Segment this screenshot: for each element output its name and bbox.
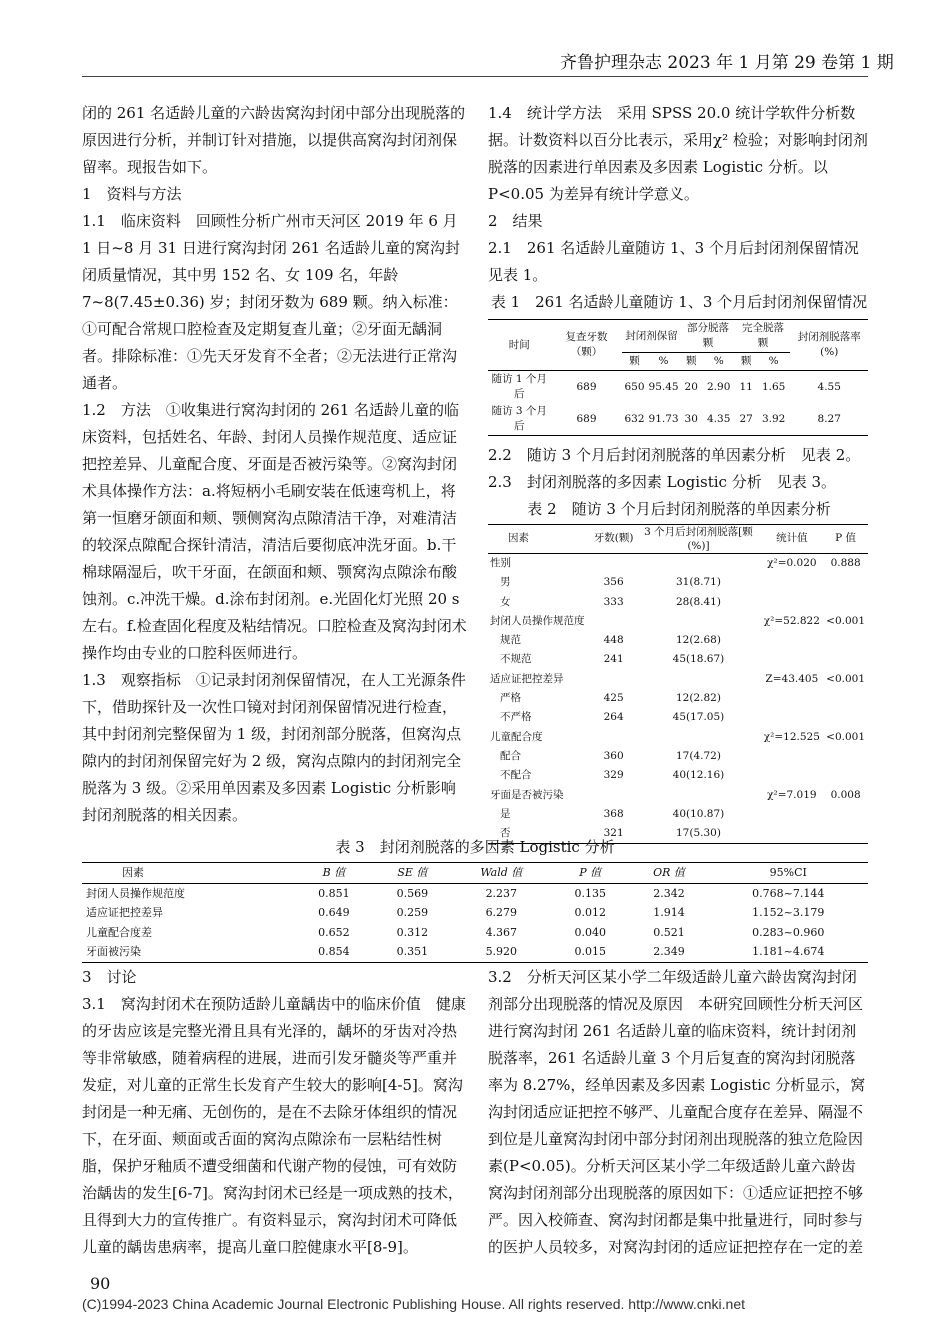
- table-row: [488, 766, 868, 785]
- t1-header-rate: 封闭剂脱落率(%): [790, 320, 868, 371]
- right-column: [488, 100, 874, 844]
- paragraph-discussion-3-2: 3.2 分析天河区某小学二年级适龄儿童六龄齿窝沟封闭剂部分出现脱落的情况及原因 本研究回顾性分析天河区进行窝沟封闭 261 名适龄儿童的临床资料，统计封闭剂脱落率，261 名适龄儿童 3 个月后复查的窝沟封闭脱落率为 8.27%，经单因素及多因素 Logistic 分析显示，窝沟封闭适应证把控不够严、儿童配合度存在差异、隔湿不到位是儿童窝沟封闭中部分封闭剂出现脱落的独立危险因素(P<0.05)。分析天河区某小学二年级适龄儿童六龄齿窝沟封闭剂部分出现脱落的原因如下：①适应证把控不够严。因入校筛查、窝沟封闭都是集中批量进行，同时参与的医护人员较多，对窝沟封闭的适应证把控存在一定的差: [488, 968, 866, 1256]
- table-row: [488, 747, 868, 766]
- t3-header: 因素: [82, 863, 295, 884]
- table-row: [488, 650, 868, 669]
- t1-sub-pct: %: [702, 353, 736, 371]
- t2-header-stat: 统计值: [760, 525, 823, 554]
- t2-stat: χ²=12.525: [763, 730, 820, 743]
- t1-sub-pct: %: [757, 353, 791, 371]
- t2-teeth: 321: [591, 824, 637, 844]
- table-row: [488, 631, 868, 650]
- table-row: [82, 883, 868, 903]
- t1-sub-n: 颗: [681, 353, 702, 371]
- t2-group-name: 封闭人员操作规范度: [490, 614, 585, 627]
- t2-drop: 12(2.68): [676, 634, 721, 647]
- t1-cell: 27: [736, 403, 757, 436]
- t1-cell: 11: [739, 380, 753, 393]
- paragraph-observation: 1.3 观察指标 ①记录封闭剂保留情况，在人工光源条件下，借助探针及一次性口镜对封闭剂保留情况进行检查，其中封闭剂完整保留为 1 级，封闭剂部分脱落，但窝沟点隙内的封闭剂保留完好为 2 级，窝沟点隙内的封闭剂完全脱落为 3 级。②采用单因素及多因素 Logistic 分析影响封闭剂脱落的相关因素。: [82, 671, 466, 824]
- t2-stat: χ²=7.019: [767, 788, 817, 801]
- table2-caption: 表 2 随访 3 个月后封闭剂脱落的单因素分析: [527, 500, 831, 518]
- table-row: [488, 593, 868, 612]
- t2-level: 女: [500, 595, 511, 608]
- t2-teeth: 329: [603, 769, 624, 782]
- table-row: [488, 805, 868, 824]
- t2-level: 不配合: [500, 769, 532, 782]
- t2-body: [488, 554, 868, 844]
- t1-cell: 689: [551, 403, 623, 436]
- paragraph-results-2-3: 2.3 封闭剂脱落的多因素 Logistic 分析 见表 3。: [488, 473, 837, 491]
- t2-teeth: 368: [603, 807, 624, 820]
- t2-group-name: 性别: [490, 557, 511, 569]
- t1-cell: 650: [624, 380, 645, 393]
- t2-header-p: P 值: [823, 525, 868, 554]
- paragraph-intro: 闭的 261 名适龄儿童的六龄齿窝沟封闭中部分出现脱落的原因进行分析，并制订针对措施，以提供高窝沟封闭剂保留率。现报告如下。: [82, 104, 466, 176]
- t3-cell: 2.349: [629, 942, 708, 962]
- table-row: [488, 573, 868, 592]
- table-row: [488, 403, 868, 436]
- t2-header-teeth: 牙数(颗): [591, 525, 637, 554]
- t3-cell: 0.768~7.144: [752, 886, 825, 900]
- header-rule: [82, 76, 868, 77]
- left-column: [82, 100, 470, 829]
- t2-stat: χ²=0.020: [767, 557, 817, 569]
- t3-cell: 儿童配合度差: [86, 925, 152, 939]
- t3-cell: 5.920: [452, 942, 551, 962]
- t2-header-drop: 3 个月后封闭剂脱落[颗(%)]: [636, 525, 760, 554]
- t3-cell: 2.342: [653, 886, 685, 900]
- t3-cell: 0.851: [318, 886, 350, 900]
- t1-cell: 2.90: [707, 380, 731, 393]
- t2-stat: χ²=52.822: [763, 614, 820, 627]
- t2-drop: 12(2.82): [676, 692, 721, 705]
- t2-teeth: 425: [603, 692, 624, 705]
- paragraph-clinical-data: 1.1 临床资料 回顾性分析广州市天河区 2019 年 6 月 1 日~8 月 31 日进行窝沟封闭 261 名适龄儿童的窝沟封闭质量情况，其中男 152 名、女 109 名，年龄 7~8(7.45±0.36) 岁；封闭牙数为 689 颗。纳入标准：①可配合常规口腔检查及定期复查儿童；②牙面无龋洞者。排除标准：①先天牙发育不全者；②无法进行正常沟通者。: [82, 212, 460, 392]
- t3-cell: 0.283~0.960: [752, 925, 825, 939]
- section-heading-methods: 1 资料与方法: [82, 185, 182, 203]
- t2-level: 规范: [500, 634, 521, 647]
- t3-header: OR 值: [629, 863, 708, 884]
- t3-header: P 值: [551, 863, 630, 884]
- t2-p: 0.008: [830, 788, 861, 801]
- t2-level: 男: [500, 576, 511, 589]
- t1-cell: 91.73: [647, 403, 681, 436]
- t2-teeth: 448: [603, 634, 624, 647]
- t1-header-teeth: 复查牙数（颗）: [551, 320, 623, 371]
- t2-level: 配合: [500, 749, 521, 762]
- t3-cell: 0.649: [318, 906, 350, 919]
- t3-cell: 0.351: [373, 942, 452, 962]
- t3-cell: 0.569: [396, 886, 429, 900]
- paragraph-results-2-2: 2.2 随访 3 个月后封闭剂脱落的单因素分析 见表 2。: [488, 446, 861, 464]
- journal-header: 齐鲁护理杂志 2023 年 1 月第 29 卷第 1 期: [560, 53, 894, 73]
- table-row: [488, 612, 868, 631]
- t1-cell: 95.45: [648, 380, 679, 393]
- table-row: [488, 786, 868, 805]
- table-row: [488, 554, 868, 574]
- t3-cell: 封闭人员操作规范度: [86, 886, 185, 900]
- discussion-left: [82, 964, 470, 1261]
- table-row: [82, 903, 868, 923]
- t1-cell: 4.55: [817, 380, 841, 393]
- t2-drop: 40(10.87): [672, 807, 725, 820]
- page-number: 90: [90, 1274, 111, 1293]
- t2-teeth: 241: [603, 653, 624, 666]
- t3-cell: 1.152~3.179: [752, 906, 825, 919]
- t3-cell: 0.521: [653, 925, 685, 939]
- t3-cell: 1.914: [653, 906, 685, 919]
- t1-sub-pct: %: [647, 353, 681, 371]
- table-row: [82, 942, 868, 962]
- t2-group-name: 适应证把控差异: [490, 672, 564, 685]
- t1-cell: 689: [576, 380, 597, 393]
- t2-level: 严格: [500, 692, 521, 705]
- table-row: [82, 923, 868, 943]
- t2-drop: 45(18.67): [672, 653, 725, 666]
- t3-cell: 0.652: [318, 925, 350, 939]
- t3-header: Wald 值: [452, 863, 551, 884]
- t2-drop: 45(17.05): [672, 711, 725, 724]
- t2-drop: 40(12.16): [672, 769, 725, 782]
- table1-caption: 表 1 261 名适龄儿童随访 1、3 个月后封闭剂保留情况: [490, 293, 868, 311]
- t2-p: <0.001: [826, 614, 866, 627]
- t2-drop: 17(5.30): [636, 824, 760, 844]
- paragraph-statistics: 1.4 统计学方法 采用 SPSS 20.0 统计学软件分析数据。计数资料以百分比表示，采用χ² 检验；对影响封闭剂脱落的因素进行单因素及多因素 Logistic 分析。以 P<0.05 为差异有统计学意义。: [488, 104, 868, 203]
- t2-p: <0.001: [826, 730, 866, 743]
- t3-cell: 1.181~4.674: [709, 942, 868, 962]
- t3-header: B 值: [295, 863, 374, 884]
- t1-header-retain: 封闭剂保留: [622, 320, 680, 353]
- copyright-footer: (C)1994-2023 China Academic Journal Electronic Publishing House. All rights reserved. http://www.cnki.net: [82, 1296, 745, 1312]
- t3-cell: 0.040: [574, 925, 606, 939]
- t3-cell: 适应证把控差异: [86, 906, 163, 919]
- t1-header-time: 时间: [488, 320, 551, 371]
- t3-body: [82, 883, 868, 962]
- t1-cell: 1.65: [761, 380, 786, 393]
- t3-cell: 2.237: [485, 886, 518, 900]
- table-row: [488, 728, 868, 747]
- t2-drop: 17(4.72): [676, 749, 721, 762]
- section-heading-discussion: 3 讨论: [82, 968, 137, 986]
- t3-cell: 0.135: [574, 886, 606, 900]
- table-row: [488, 670, 868, 689]
- section-heading-results: 2 结果: [488, 212, 543, 230]
- t1-cell: 632: [622, 403, 646, 436]
- t2-level: 不严格: [500, 711, 532, 724]
- t3-cell: 0.012: [574, 906, 606, 919]
- table1: [488, 319, 868, 436]
- t3-cell: 4.367: [485, 925, 518, 939]
- t2-level: 是: [500, 807, 511, 820]
- table3-caption: 表 3 封闭剂脱落的多因素 Logistic 分析: [335, 838, 615, 856]
- t2-drop: 31(8.71): [676, 576, 721, 589]
- table-row: [488, 689, 868, 708]
- discussion-right: [488, 964, 870, 1261]
- table3: [82, 862, 868, 963]
- t2-stat: Z=43.405: [765, 672, 819, 685]
- t3-header: 95%CI: [709, 863, 868, 884]
- t1-cell: 3.92: [757, 403, 791, 436]
- t2-group-name: 牙面是否被污染: [490, 788, 564, 801]
- t2-teeth: 356: [603, 576, 624, 589]
- t2-level: 不规范: [500, 653, 532, 666]
- t2-teeth: 360: [603, 749, 624, 762]
- t1-cell: 4.35: [702, 403, 736, 436]
- table-row: [488, 371, 868, 404]
- t1-sub-n: 颗: [736, 353, 757, 371]
- t1-cell: 随访 3 个月后: [488, 403, 551, 436]
- t1-cell: 20: [684, 380, 698, 393]
- t1-cell: 随访 1 个月后: [491, 373, 547, 400]
- t1-header-full: 完全脱落颗: [736, 320, 791, 353]
- t1-cell: 8.27: [790, 403, 868, 436]
- t3-cell: 0.312: [396, 925, 429, 939]
- t1-sub-n: 颗: [622, 353, 646, 371]
- paragraph-results-2-1: 2.1 261 名适龄儿童随访 1、3 个月后封闭剂保留情况 见表 1。: [488, 239, 874, 284]
- t2-group-name: 儿童配合度: [490, 730, 543, 743]
- t2-teeth: 333: [603, 595, 624, 608]
- t2-header-factor: 因素: [488, 525, 591, 554]
- t1-header-partial: 部分脱落颗: [681, 320, 736, 353]
- table-row: [488, 708, 868, 727]
- t1-cell: 30: [681, 403, 702, 436]
- t3-cell: 0.015: [551, 942, 630, 962]
- t2-level: 否: [488, 824, 591, 844]
- table2: [488, 524, 868, 844]
- t3-cell: 6.279: [485, 906, 518, 919]
- paragraph-methods: 1.2 方法 ①收集进行窝沟封闭的 261 名适龄儿童的临床资料，包括姓名、年龄、封闭人员操作规范度、适应证把控差异、儿童配合度、牙面是否被污染等。②窝沟封闭术具体操作方法：a.将短柄小毛刷安装在低速弯机上，将第一恒磨牙颌面和颊、颚侧窝沟点隙清洁干净，对难清洁的较深点隙配合探针清洁，清洁后要彻底冲洗牙面。b.干棉球隔湿后，吹干牙面，在颌面和颊、颚窝沟点隙涂布酸蚀剂。c.冲洗干燥。d.涂布封闭剂。e.光固化灯光照 20 s 左右。f.检查固化程度及粘结情况。口腔检查及窝沟封闭术操作均由专业的口腔科医师进行。: [82, 401, 467, 662]
- t2-p: <0.001: [826, 672, 866, 685]
- t2-p: 0.888: [830, 557, 861, 569]
- t3-cell: 0.259: [396, 906, 429, 919]
- t2-teeth: 264: [603, 711, 624, 724]
- t3-cell: 牙面被污染: [82, 942, 295, 962]
- t3-cell: 0.854: [295, 942, 374, 962]
- t3-header: SE 值: [373, 863, 452, 884]
- t2-drop: 28(8.41): [676, 595, 721, 608]
- paragraph-discussion-3-1: 3.1 窝沟封闭术在预防适龄儿童龋齿中的临床价值 健康的牙齿应该是完整光滑且具有光泽的，龋坏的牙齿对冷热等非常敏感，随着病程的进展，进而引发牙髓炎等严重并发症，对儿童的正常生长发育产生较大的影响[4-5]。窝沟封闭是一种无痛、无创伤的，是在不去除牙体组织的情况下，在牙面、颊面或舌面的窝沟点隙涂布一层粘结性树脂，保护牙釉质不遭受细菌和代谢产物的侵蚀，可有效防治龋齿的发生[6-7]。窝沟封闭术已经是一项成熟的技术，且得到大力的宣传推广。有资料显示，窝沟封闭术可降低儿童的龋齿患病率，提高儿童口腔健康水平[8-9]。: [82, 995, 466, 1256]
